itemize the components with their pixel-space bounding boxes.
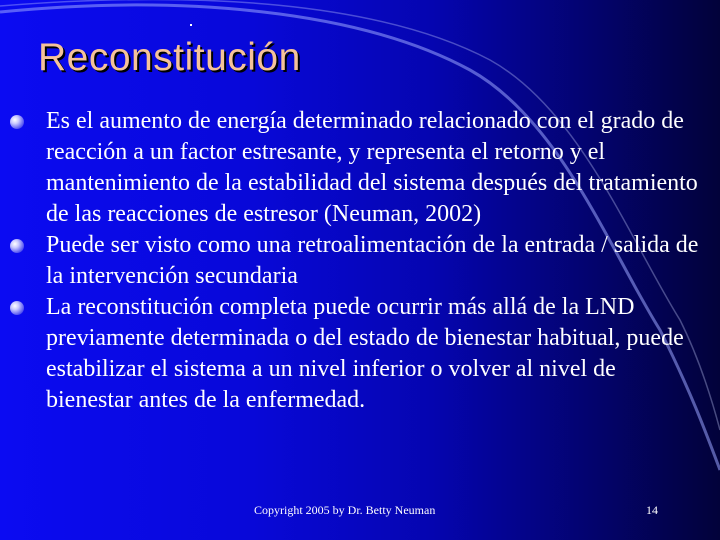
footer-copyright: Copyright 2005 by Dr. Betty Neuman: [254, 503, 436, 517]
bullet-text: La reconstitución completa puede ocurrir más allá de la LND previamente determinada o del estado de bienestar habitual, puede estabilizar el sistema a un nivel inferior o volver al nivel de bienestar antes de la enfermedad.: [46, 294, 684, 413]
slide-title: Reconstitución: [38, 36, 301, 79]
bullet-item: [10, 106, 700, 230]
slide-number: 14: [646, 503, 658, 517]
bullet-text: Es el aumento de energía determinado relacionado con el grado de reacción a un factor estresante, y representa el retorno y el mantenimiento de la estabilidad del sistema después del tratamiento de las reacciones de estresor (Neuman, 2002): [46, 108, 698, 227]
decorative-dot: [190, 24, 192, 26]
sphere-bullet-icon: [10, 301, 24, 315]
bullet-item: [10, 230, 700, 292]
sphere-bullet-icon: [10, 115, 24, 129]
bullet-item: [10, 292, 700, 416]
bullet-list: [10, 106, 700, 416]
sphere-bullet-icon: [10, 239, 24, 253]
bullet-text: Puede ser visto como una retroalimentación de la entrada / salida de la intervención secundaria: [46, 232, 699, 289]
